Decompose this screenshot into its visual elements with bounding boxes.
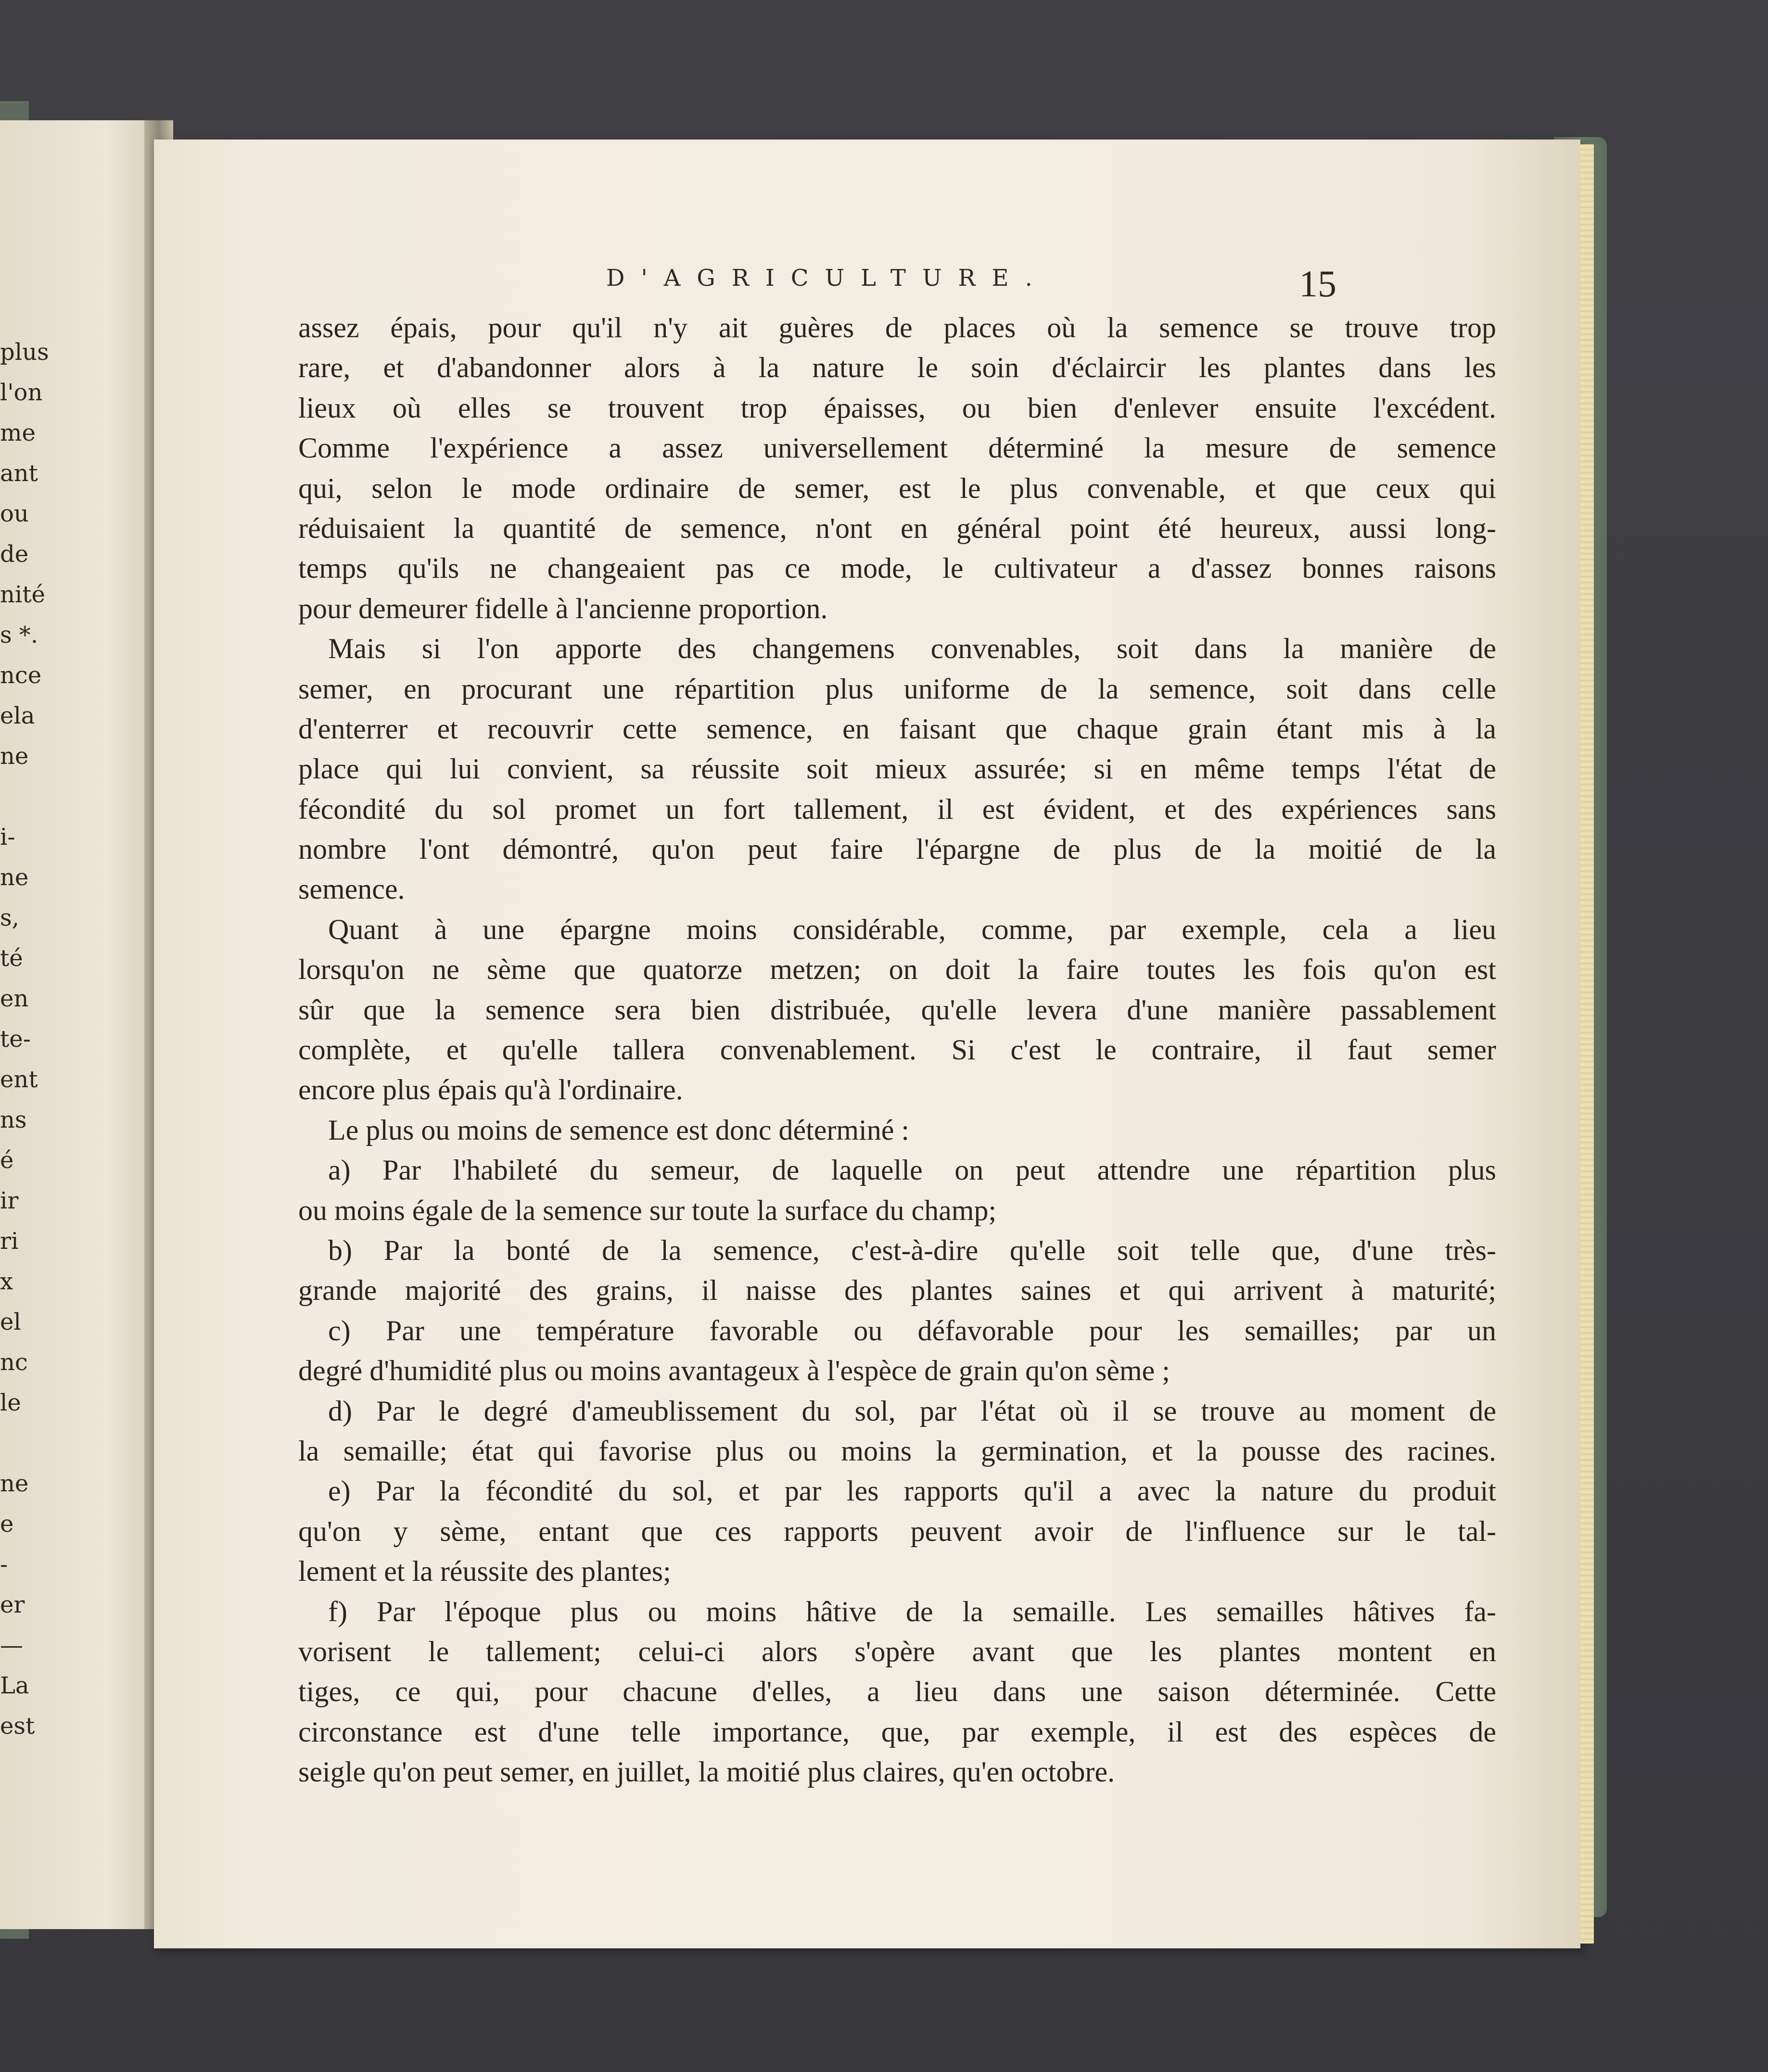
text-line: réduisaient la quantité de semence, n'ont en général point été heureux, aussi long-: [298, 512, 1496, 544]
list-item-a: a) Par l'habileté du semeur, de laquelle on peut attendre une répartition plus: [328, 1154, 1496, 1186]
text-line: Mais si l'on apporte des changemens convenables, soit dans la manière de: [328, 633, 1496, 665]
facing-fragment: e: [0, 1511, 14, 1538]
page-edge: [1580, 144, 1594, 1944]
facing-fragment: ent: [0, 1066, 38, 1093]
facing-fragment: er: [0, 1591, 25, 1618]
facing-fragment: ou: [0, 500, 29, 527]
text-line: sûr que la semence sera bien distribuée, qu'elle levera d'une manière passablement: [298, 993, 1496, 1026]
facing-fragment: nité: [0, 581, 45, 608]
facing-fragment: nce: [0, 662, 42, 689]
facing-fragment: el: [0, 1309, 21, 1335]
list-item-f: f) Par l'époque plus ou moins hâtive de la semaille. Les semailles hâtives fa-: [328, 1595, 1496, 1627]
text-line: pour demeurer fidelle à l'ancienne proportion.: [298, 592, 828, 624]
text-line: vorisent le tallement; celui-ci alors s'opère avant que les plantes montent en: [298, 1635, 1496, 1667]
facing-fragment: i-: [0, 824, 15, 851]
text-line: encore plus épais qu'à l'ordinaire.: [298, 1074, 683, 1106]
text-line: assez épais, pour qu'il n'y ait guères de places où la semence se trouve trop: [298, 312, 1496, 343]
facing-fragment: x: [0, 1268, 13, 1295]
text-line: Le plus ou moins de semence est donc déterminé :: [328, 1114, 909, 1146]
facing-fragment: de: [0, 541, 29, 568]
facing-fragment: ns: [0, 1106, 27, 1133]
facing-fragment: plus: [0, 339, 49, 366]
facing-fragment: l'on: [0, 379, 43, 406]
facing-page-text-fragments: [0, 332, 49, 1746]
facing-fragment: La: [0, 1672, 29, 1699]
text-line: d'enterrer et recouvrir cette semence, en faisant que chaque grain étant mis à la: [298, 712, 1496, 745]
text-line: qui, selon le mode ordinaire de semer, est le plus convenable, et que ceux qui: [298, 472, 1496, 504]
text-line: degré d'humidité plus ou moins avantageux à l'espèce de grain qu'on sème ;: [298, 1355, 1170, 1387]
text-line: fécondité du sol promet un fort tallement, il est évident, et des expériences sans: [298, 793, 1496, 825]
facing-fragment: ela: [0, 702, 35, 729]
facing-fragment: té: [0, 945, 23, 972]
page-number: 15: [1299, 263, 1336, 305]
text-line: seigle qu'on peut semer, en juillet, la moitié plus claires, qu'en octobre.: [298, 1756, 1115, 1788]
running-head: D'AGRICULTURE.: [606, 265, 1049, 292]
list-item-d: d) Par le degré d'ameublissement du sol, par l'état où il se trouve au moment de: [328, 1395, 1496, 1427]
text-line: complète, et qu'elle tallera convenablement. Si c'est le contraire, il faut semer: [298, 1034, 1496, 1066]
text-line: circonstance est d'une telle importance, que, par exemple, il est des espèces de: [298, 1716, 1496, 1748]
book-page: [154, 140, 1580, 1948]
facing-fragment: ne: [0, 864, 29, 891]
text-line: semence.: [298, 873, 405, 905]
text-line: temps qu'ils ne changeaient pas ce mode, le cultivateur a d'assez bonnes raisons: [298, 552, 1496, 585]
facing-fragment: [0, 1423, 34, 1463]
text-line: grande majorité des grains, il naisse des plantes saines et qui arrivent à maturité;: [298, 1274, 1496, 1307]
facing-fragment: ir: [0, 1187, 19, 1214]
facing-fragment: en: [0, 985, 29, 1012]
facing-fragment: ne: [0, 743, 29, 770]
facing-fragment: est: [0, 1713, 35, 1740]
facing-fragment: le: [0, 1389, 21, 1416]
list-item-e: e) Par la fécondité du sol, et par les rapports qu'il a avec la nature du produit: [328, 1475, 1496, 1507]
facing-fragment: ne: [0, 1470, 29, 1497]
text-line: lieux où elles se trouvent trop épaisses, ou bien d'enlever ensuite l'excédent.: [298, 392, 1496, 424]
text-line: place qui lui convient, sa réussite soit mieux assurée; si en même temps l'état de: [298, 753, 1496, 785]
text-line: la semaille; état qui favorise plus ou moins la germination, et la pousse des racines.: [298, 1435, 1496, 1467]
facing-fragment: me: [0, 419, 36, 446]
facing-fragment: s *.: [0, 622, 38, 648]
text-line: qu'on y sème, entant que ces rapports peuvent avoir de l'influence sur le tal-: [298, 1515, 1496, 1547]
text-line: rare, et d'abandonner alors à la nature le soin d'éclaircir les plantes dans les: [298, 352, 1496, 384]
facing-fragment: ri: [0, 1228, 19, 1255]
text-line: tiges, ce qui, pour chacune d'elles, a lieu dans une saison déterminée. Cette: [298, 1676, 1496, 1708]
text-line: ou moins égale de la semence sur toute la surface du champ;: [298, 1194, 997, 1226]
facing-fragment: s,: [0, 904, 19, 931]
text-line: nombre l'ont démontré, qu'on peut faire l'épargne de plus de la moitié de la: [298, 833, 1496, 865]
facing-fragment: ant: [0, 460, 38, 487]
facing-fragment: -: [0, 1551, 8, 1578]
facing-page: [0, 120, 154, 1929]
text-line: lement et la réussite des plantes;: [298, 1555, 671, 1588]
body-text: [298, 308, 1496, 1792]
facing-fragment: —: [0, 1632, 23, 1659]
list-item-c: c) Par une température favorable ou défavorable pour les semailles; par un: [328, 1314, 1496, 1347]
list-item-b: b) Par la bonté de la semence, c'est-à-dire qu'elle soit telle que, d'une très-: [328, 1234, 1496, 1266]
facing-fragment: te-: [0, 1026, 31, 1053]
text-line: lorsqu'on ne sème que quatorze metzen; on doit la faire toutes les fois qu'on est: [298, 953, 1496, 986]
facing-fragment: nc: [0, 1349, 28, 1376]
facing-fragment: é: [0, 1147, 14, 1174]
facing-fragment: [0, 776, 34, 817]
text-line: Quant à une épargne moins considérable, comme, par exemple, cela a lieu: [328, 913, 1496, 945]
text-line: semer, en procurant une répartition plus uniforme de la semence, soit dans celle: [298, 673, 1496, 705]
text-line: Comme l'expérience a assez universellement déterminé la mesure de semence: [298, 432, 1496, 464]
